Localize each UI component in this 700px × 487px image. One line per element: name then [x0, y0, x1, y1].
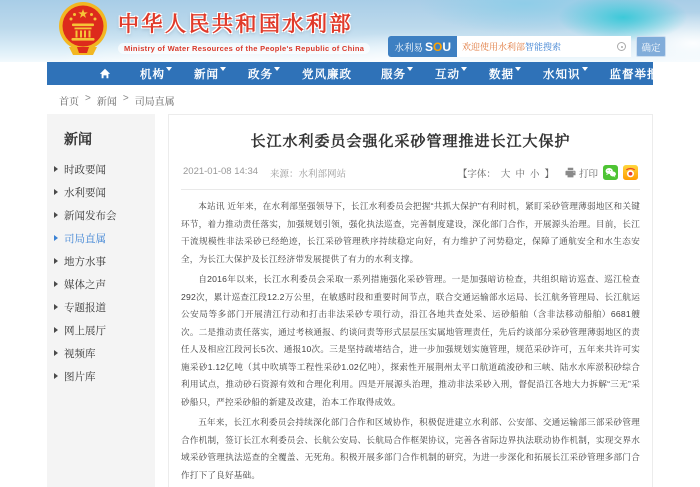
- article-meta-left: [183, 166, 346, 180]
- sidebar-item[interactable]: 网上展厅: [47, 319, 155, 342]
- article-title: 长江水利委员会强化采砂管理推进长江大保护: [250, 133, 571, 150]
- content-area: [47, 114, 653, 487]
- article-paragraph: 本站讯 近年来，在水利部坚强领导下，长江水利委员会把握“共抓大保护”有利时机，紧盯采砂管理薄弱地区和关键环节，着力推动责任落实，加强规划引领，强化执法巡查，完善制度建设，深化部门合作，开展源头治理。目前，长江干流规模性非法采砂已经绝迹，长江采砂管理秩序持续稳定向好，有力维护了河势稳定，保障了通航安全和水生态安全，为长江大保护及长江经济带发展提供了有力的水利支撑。: [181, 201, 640, 264]
- sidebar-item[interactable]: 图片库: [47, 365, 155, 388]
- search-submit-button[interactable]: 确定: [636, 36, 666, 57]
- font-size-label-open: 【字体：: [457, 168, 496, 180]
- site-brand: [57, 1, 370, 59]
- meta-divider: [181, 189, 640, 190]
- nav-item[interactable]: 党风廉政: [302, 68, 352, 81]
- article-body: [181, 198, 640, 484]
- nav-item[interactable]: 政务: [248, 66, 273, 82]
- voice-search-icon[interactable]: [617, 42, 626, 51]
- font-size-button[interactable]: 中: [515, 168, 525, 180]
- site-titles: [118, 4, 370, 56]
- sidebar-item[interactable]: 视频库: [47, 342, 155, 365]
- weibo-share-icon[interactable]: [623, 165, 638, 180]
- search-brand-text: 水利易: [394, 42, 423, 54]
- nav-item[interactable]: 新闻: [194, 66, 219, 82]
- printer-icon: [565, 167, 576, 178]
- sidebar-item[interactable]: 司局直属: [47, 227, 155, 250]
- main-nav: [47, 62, 660, 85]
- sidebar-item[interactable]: 时政要闻: [47, 158, 155, 181]
- nav-item[interactable]: 互动: [435, 66, 460, 82]
- nav-item[interactable]: 监督举报: [609, 68, 660, 81]
- search-brand: [388, 36, 457, 57]
- search-placeholder-highlight: 智能搜索: [525, 42, 562, 52]
- nav-item-home[interactable]: [99, 68, 111, 79]
- font-size-button[interactable]: 小: [529, 168, 540, 180]
- site-title: 中华人民共和国水利部: [118, 13, 353, 36]
- search-sou-logo: SOU: [424, 39, 451, 54]
- search-placeholder: 欢迎使用水利部: [462, 42, 526, 52]
- nav-item[interactable]: 数据: [489, 66, 514, 82]
- nav-items: [140, 66, 660, 82]
- search-input[interactable]: [457, 36, 631, 57]
- sidebar-item[interactable]: 新闻发布会: [47, 204, 155, 227]
- breadcrumb: [47, 85, 653, 114]
- sidebar-title: 新闻: [64, 131, 92, 147]
- site-banner: [0, 0, 700, 62]
- breadcrumb-item[interactable]: 首页: [59, 97, 79, 108]
- font-size-button[interactable]: 大: [500, 168, 511, 180]
- article-source: 来源：水利部网站: [270, 168, 347, 180]
- wechat-share-icon[interactable]: [603, 165, 618, 180]
- breadcrumb-item: >: [122, 93, 129, 104]
- sidebar: [47, 114, 155, 487]
- nav-item[interactable]: 服务: [381, 66, 406, 82]
- sidebar-item[interactable]: 专题报道: [47, 296, 155, 319]
- print-label: 打印: [578, 168, 598, 180]
- print-button[interactable]: [565, 166, 598, 180]
- article-meta-right: [458, 165, 638, 180]
- breadcrumb-item[interactable]: 新闻: [96, 97, 117, 108]
- sidebar-item[interactable]: 水利要闻: [47, 181, 155, 204]
- breadcrumb-item: >: [85, 93, 91, 104]
- home-icon: [99, 68, 111, 79]
- nav-item[interactable]: 机构: [140, 66, 165, 82]
- article-paragraph: 五年来，长江水利委员会持续深化部门合作和区域协作，积极促进建立水利部、公安部、交通运输部三部采砂管理合作机制，签订长江水利委员会、长航公安局、长航局合作框架协议，完善各省际边界执法联动协作机制，实现交界水域采砂管理执法巡查的全覆盖、无死角。积极开展多部门合作机制的研究，为进一步深化和拓展长江采砂管理多部门合作打下了良好基础。: [181, 417, 640, 480]
- breadcrumb-item[interactable]: 司局直属: [134, 97, 175, 108]
- article-date: 2021-01-08 14:34: [183, 165, 259, 177]
- font-size-buttons: [501, 166, 540, 180]
- sidebar-item[interactable]: 媒体之声: [47, 273, 155, 296]
- site-search: [388, 36, 666, 57]
- sidebar-menu: [47, 158, 155, 388]
- national-emblem: [57, 1, 109, 59]
- font-size-label-close: 】: [544, 168, 554, 180]
- sidebar-item[interactable]: 地方水事: [47, 250, 155, 273]
- article-panel: [168, 114, 653, 487]
- site-subtitle: Ministry of Water Resources of the People's Republic of China: [118, 43, 370, 54]
- article-meta: [181, 163, 640, 189]
- nav-item[interactable]: 水知识: [543, 66, 581, 82]
- article-paragraph: 自2016年以来，长江水利委员会采取一系列措施强化采砂管理。一是加强暗访检查，共组织暗访巡查、巡江检查292次，累计巡查江段12.2万公里，在敏感时段和重要时间节点，联合交通运输部水运局、长江航务管理局、长江航运公安局等多部门开展清江行动和打击非法采砂专项行动，沿江各地共查处采、运砂船舶（含非法移动船舶）6681艘次。二是推动责任落实，通过考核通报、约谈问责等形式层层压实属地管理责任，先后约谈部分采砂管理薄弱地区的责任人及相应江段河长5次、通报10次。三是坚持疏堵结合，进一步加强规划实施管理，规范采砂许可，五年来共许可实施采砂1.12亿吨（其中吹填等工程性采砂1.02亿吨），探索性开展荆州太平口航道疏浚砂和三峡、陆水水库淤积砂综合利用试点，推动砂石资源有效和合理化利用。四是开展源头治理，推动非法采砂入刑，督促沿江各地大力拆解“三无”采砂船只，严控采砂船的新建及改建，治本工作取得成效。: [181, 274, 640, 407]
